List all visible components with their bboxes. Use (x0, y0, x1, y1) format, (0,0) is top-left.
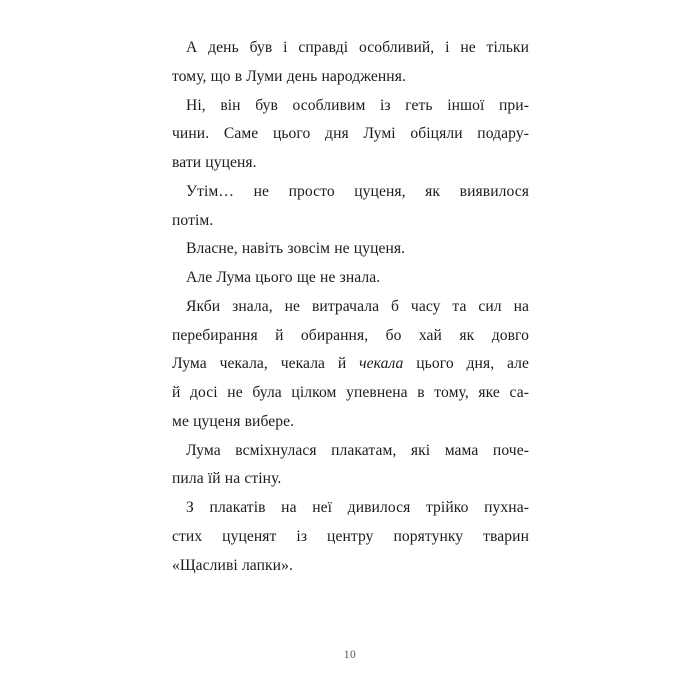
paragraph-7 (172, 437, 529, 495)
text-line: чини. Саме цього дня Лумі обіцяли подару- (172, 125, 529, 143)
text-line: перебирання й обирання, бо хай як довго (172, 326, 529, 344)
paragraph-3 (172, 178, 529, 236)
text-line: «Щасливі лапки». (172, 556, 293, 574)
text-line: тому, що в Луми день народження. (172, 67, 406, 85)
text-line: Утім… не просто цуценя, як виявилося (186, 182, 529, 200)
paragraph-6 (172, 293, 529, 437)
paragraph-4 (172, 235, 529, 264)
text-line: й досі не була цілком упевнена в тому, яке са- (172, 384, 529, 401)
text-line: А день був і справді особливий, і не тільки (186, 39, 529, 56)
text-line: З плакатів на неї дивилося трійко пухна- (186, 499, 529, 516)
text-line: Якби знала, не витрачала б часу та сил на (186, 297, 529, 315)
text-line: вати цуценя. (172, 154, 257, 171)
text-run: Лума чекала, чекала й (172, 355, 360, 373)
text-run: цього дня, але (403, 355, 529, 373)
body-text-block (172, 34, 529, 580)
text-line: Ні, він був особливим із геть іншої при- (186, 96, 529, 114)
text-line: Але Лума цього ще не знала. (186, 269, 381, 286)
text-line: Власне, навіть зовсім не цуценя. (186, 240, 406, 258)
paragraph-5 (172, 264, 529, 293)
paragraph-1 (172, 34, 529, 92)
emphasis-italic-word: чекала (359, 355, 404, 373)
text-line: потім. (172, 211, 214, 229)
paragraph-2 (172, 92, 529, 178)
paragraph-8 (172, 494, 529, 580)
text-line-with-emphasis (172, 350, 529, 379)
text-line: ме цуценя вибере. (172, 412, 295, 430)
page-number: 10 (343, 649, 357, 661)
text-line: Лума всміхнулася плакатам, які мама поче- (186, 441, 529, 459)
text-line: стих цуценят із центру порятунку тварин (172, 527, 529, 545)
text-line: пила їй на стіну. (172, 470, 282, 488)
